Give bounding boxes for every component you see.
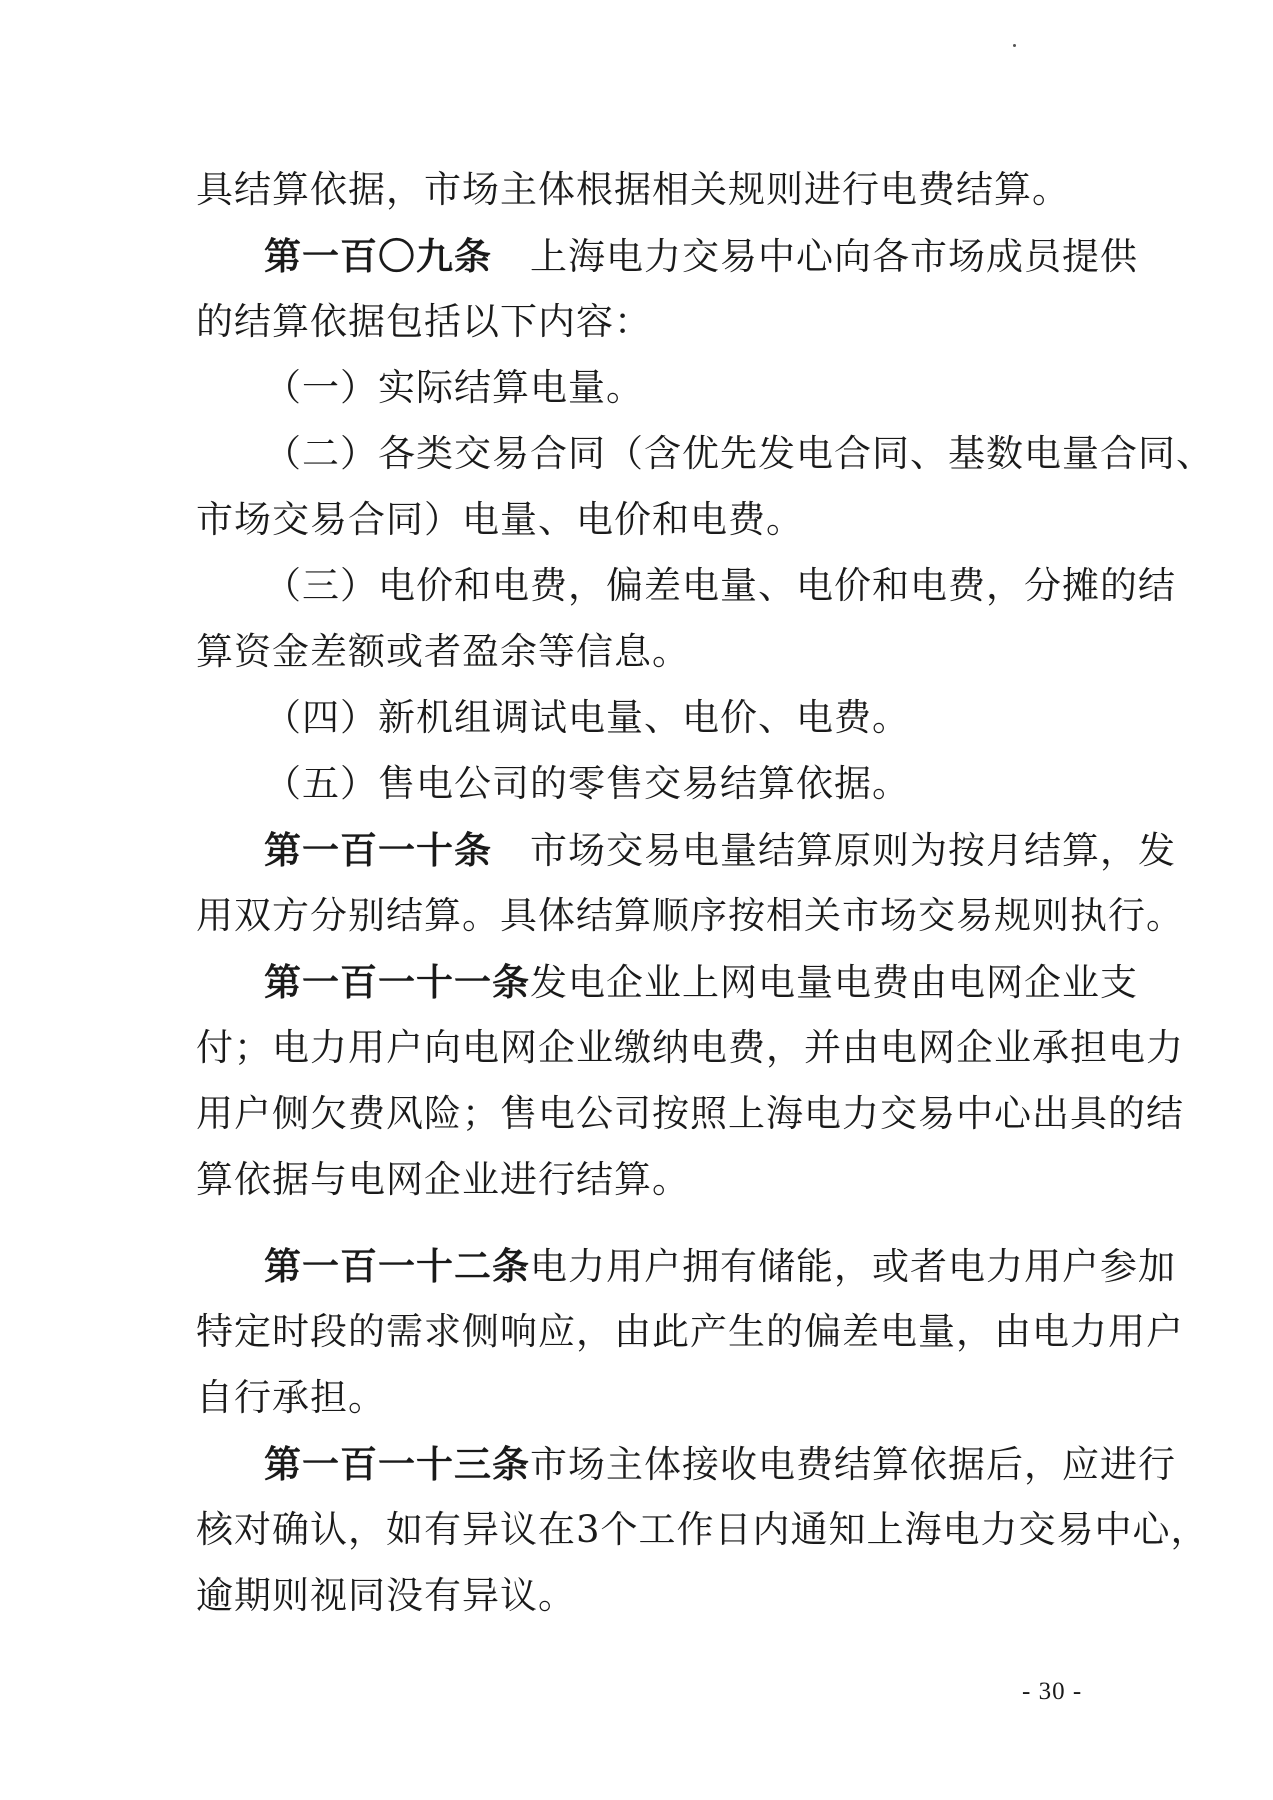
- article-number: 第一百〇九条: [264, 234, 492, 278]
- paragraph-line: 市场交易合同）电量、电价和电费。: [196, 498, 804, 541]
- article-112-heading-line: 第一百一十二条电力用户拥有储能，或者电力用户参加: [264, 1244, 1176, 1288]
- article-number: 第一百一十条: [264, 828, 492, 872]
- paragraph-line: 逾期则视同没有异议。: [196, 1574, 576, 1617]
- paragraph-line: 用户侧欠费风险；售电公司按照上海电力交易中心出具的结: [196, 1092, 1184, 1135]
- list-item-2: （二）各类交易合同（含优先发电合同、基数电量合同、: [264, 432, 1214, 475]
- paragraph-line: 算资金差额或者盈余等信息。: [196, 630, 690, 673]
- paragraph-line: 的结算依据包括以下内容：: [196, 300, 652, 343]
- paragraph-line: 核对确认，如有异议在3个工作日内通知上海电力交易中心，: [196, 1508, 1209, 1551]
- list-item-4: （四）新机组调试电量、电价、电费。: [264, 696, 910, 739]
- paragraph-line: 用双方分别结算。具体结算顺序按相关市场交易规则执行。: [196, 894, 1184, 937]
- article-111-heading-line: 第一百一十一条发电企业上网电量电费由电网企业支: [264, 960, 1138, 1004]
- paragraph-line: 算依据与电网企业进行结算。: [196, 1158, 690, 1201]
- list-item-3: （三）电价和电费，偏差电量、电价和电费，分摊的结: [264, 564, 1176, 607]
- list-item-1: （一）实际结算电量。: [264, 366, 644, 409]
- article-number: 第一百一十二条: [264, 1244, 530, 1288]
- article-number: 第一百一十一条: [264, 960, 530, 1004]
- page-number: - 30 -: [1022, 1678, 1083, 1705]
- paragraph-line: 特定时段的需求侧响应，由此产生的偏差电量，由电力用户: [196, 1310, 1184, 1353]
- paragraph-line: 付；电力用户向电网企业缴纳电费，并由电网企业承担电力: [196, 1026, 1184, 1069]
- scan-speck: [1013, 44, 1016, 47]
- article-number: 第一百一十三条: [264, 1442, 530, 1486]
- list-item-5: （五）售电公司的零售交易结算依据。: [264, 762, 910, 805]
- article-113-heading-line: 第一百一十三条市场主体接收电费结算依据后，应进行: [264, 1442, 1176, 1486]
- paragraph-line: 具结算依据，市场主体根据相关规则进行电费结算。: [196, 168, 1070, 211]
- article-110-heading-line: 第一百一十条 市场交易电量结算原则为按月结算，发: [264, 828, 1176, 872]
- article-109-heading-line: 第一百〇九条 上海电力交易中心向各市场成员提供: [264, 234, 1138, 278]
- paragraph-line: 自行承担。: [196, 1376, 386, 1419]
